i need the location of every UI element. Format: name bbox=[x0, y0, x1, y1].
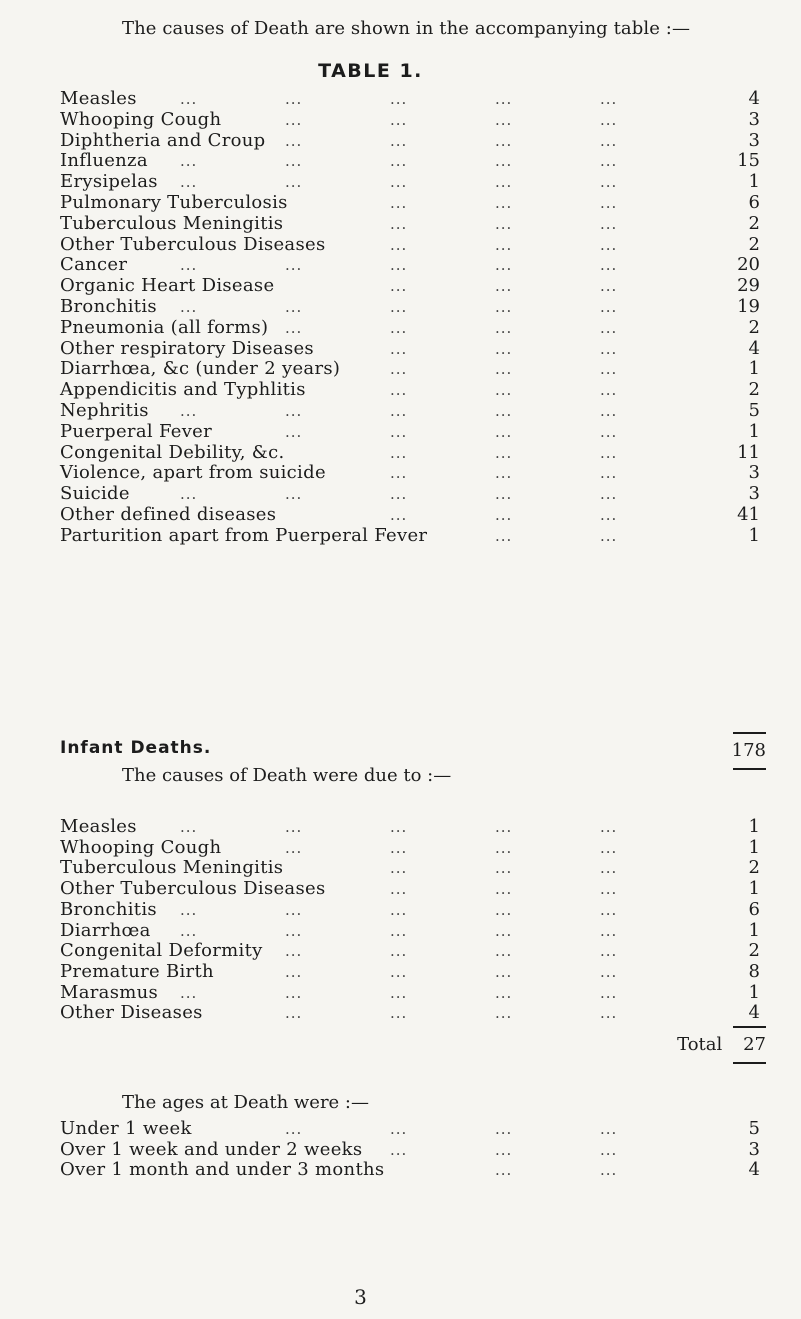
leader-dots: ... ... ... bbox=[390, 1140, 618, 1159]
infant-cause-count: 4 bbox=[748, 1002, 760, 1024]
cause-count: 4 bbox=[748, 337, 760, 359]
leader-dots: ... ... ... ... ... bbox=[180, 298, 618, 316]
infant-cause-count: 2 bbox=[748, 857, 760, 879]
leader-dots: ... ... ... bbox=[390, 443, 618, 462]
infant-cause-label: Marasmus bbox=[60, 981, 159, 1003]
leader-dots: ... ... ... ... ... bbox=[180, 983, 618, 1002]
cause-count: 1 bbox=[748, 171, 760, 193]
infant-total-label: Total bbox=[677, 1034, 723, 1055]
infant-cause-label: Premature Birth bbox=[60, 960, 214, 982]
page-number: 3 bbox=[354, 1285, 367, 1309]
cause-count: 3 bbox=[748, 462, 760, 484]
infant-cause-count: 1 bbox=[748, 919, 760, 941]
age-row bbox=[60, 1158, 760, 1182]
cause-label: Other defined diseases bbox=[60, 504, 277, 525]
infant-deaths-heading: Infant Deaths. bbox=[60, 738, 212, 758]
leader-dots: ... ... ... ... ... bbox=[180, 90, 618, 108]
cause-count: 3 bbox=[748, 483, 760, 505]
cause-count: 3 bbox=[748, 129, 760, 151]
infant-cause-count: 1 bbox=[748, 878, 760, 900]
infant-intro-text: The causes of Death were due to :— bbox=[122, 765, 452, 786]
age-count: 5 bbox=[748, 1118, 760, 1139]
cause-label: Suicide bbox=[60, 483, 130, 505]
leader-dots: ... ... ... bbox=[390, 194, 618, 212]
cause-count: 4 bbox=[748, 88, 760, 109]
leader-dots: ... ... ... ... ... bbox=[180, 485, 618, 504]
leader-dots: ... ... bbox=[495, 1161, 618, 1179]
infant-cause-label: Congenital Deformity bbox=[60, 940, 263, 962]
cause-count: 19 bbox=[737, 296, 760, 317]
leader-dots: ... ... ... bbox=[390, 360, 618, 379]
cause-count: 2 bbox=[748, 233, 760, 255]
age-label: Under 1 week bbox=[60, 1118, 192, 1139]
table1-total: 178 bbox=[731, 740, 766, 761]
leader-dots: ... ... ... ... ... bbox=[180, 256, 618, 275]
cause-count: 5 bbox=[748, 400, 760, 421]
infant-cause-count: 2 bbox=[748, 940, 760, 962]
cause-count: 2 bbox=[748, 316, 760, 338]
cause-count: 1 bbox=[748, 524, 760, 546]
cause-row bbox=[60, 524, 760, 548]
infant-cause-label: Bronchitis bbox=[60, 898, 157, 920]
cause-label: Influenza bbox=[60, 150, 148, 172]
leader-dots: ... ... bbox=[495, 526, 618, 545]
cause-label: Pneumonia (all forms) bbox=[60, 316, 269, 338]
cause-count: 1 bbox=[748, 420, 760, 442]
leader-dots: ... ... ... bbox=[390, 235, 618, 254]
infant-cause-count: 6 bbox=[748, 898, 760, 920]
leader-dots: ... ... ... ... bbox=[285, 962, 618, 981]
cause-label: Erysipelas bbox=[60, 171, 158, 193]
leader-dots: ... ... ... bbox=[390, 381, 618, 400]
leader-dots: ... ... ... ... ... bbox=[180, 900, 618, 919]
cause-label: Appendicitis and Typhlitis bbox=[60, 379, 306, 401]
infant-cause-label: Whooping Cough bbox=[60, 836, 222, 858]
cause-label: Violence, apart from suicide bbox=[60, 462, 326, 484]
cause-count: 11 bbox=[737, 441, 760, 463]
leader-dots: ... ... ... ... bbox=[285, 1004, 618, 1023]
leader-dots: ... ... ... ... bbox=[285, 838, 618, 857]
cause-count: 3 bbox=[748, 108, 760, 130]
infant-cause-count: 1 bbox=[748, 816, 760, 837]
infant-cause-row bbox=[60, 1001, 760, 1025]
intro-text: The causes of Death are shown in the accompanying table :— bbox=[122, 18, 691, 39]
leader-dots: ... ... ... bbox=[390, 880, 618, 899]
leader-dots: ... ... ... ... bbox=[285, 942, 618, 961]
cause-label: Bronchitis bbox=[60, 296, 157, 317]
leader-dots: ... ... ... bbox=[390, 214, 618, 233]
cause-count: 29 bbox=[737, 275, 760, 297]
leader-dots: ... ... ... ... ... bbox=[180, 818, 618, 836]
age-count: 3 bbox=[748, 1138, 760, 1160]
cause-label: Whooping Cough bbox=[60, 108, 222, 130]
leader-dots: ... ... ... ... bbox=[285, 318, 618, 337]
cause-count: 20 bbox=[737, 254, 760, 276]
cause-label: Parturition apart from Puerperal Fever bbox=[60, 524, 428, 546]
cause-label: Puerperal Fever bbox=[60, 420, 213, 442]
cause-count: 2 bbox=[748, 212, 760, 234]
cause-count: 6 bbox=[748, 192, 760, 213]
infant-total-rule-top bbox=[733, 1026, 766, 1028]
leader-dots: ... ... ... bbox=[390, 859, 618, 878]
cause-label: Congenital Debility, &c. bbox=[60, 441, 285, 463]
total-rule-top bbox=[733, 732, 766, 734]
cause-label: Other Tuberculous Diseases bbox=[60, 233, 326, 255]
infant-cause-count: 1 bbox=[748, 981, 760, 1003]
leader-dots: ... ... ... ... ... bbox=[180, 921, 618, 940]
infant-cause-label: Measles bbox=[60, 816, 137, 837]
infant-cause-label: Other Tuberculous Diseases bbox=[60, 878, 326, 900]
leader-dots: ... ... ... ... bbox=[285, 422, 618, 441]
cause-label: Tuberculous Meningitis bbox=[60, 212, 284, 234]
cause-label: Cancer bbox=[60, 254, 128, 276]
leader-dots: ... ... ... ... ... bbox=[180, 152, 618, 171]
infant-cause-label: Tuberculous Meningitis bbox=[60, 857, 284, 879]
cause-count: 1 bbox=[748, 358, 760, 380]
leader-dots: ... ... ... bbox=[390, 277, 618, 296]
cause-label: Nephritis bbox=[60, 400, 149, 421]
leader-dots: ... ... ... bbox=[390, 339, 618, 358]
leader-dots: ... ... ... ... ... bbox=[180, 173, 618, 192]
leader-dots: ... ... ... bbox=[390, 506, 618, 524]
total-rule-bottom bbox=[733, 768, 766, 770]
cause-label: Organic Heart Disease bbox=[60, 275, 275, 297]
infant-cause-label: Diarrhœa bbox=[60, 919, 151, 941]
leader-dots: ... ... ... ... bbox=[285, 1120, 618, 1138]
cause-label: Measles bbox=[60, 88, 137, 109]
infant-total-rule-bottom bbox=[733, 1062, 766, 1064]
cause-label: Pulmonary Tuberculosis bbox=[60, 192, 288, 213]
age-label: Over 1 week and under 2 weeks bbox=[60, 1138, 363, 1160]
cause-count: 2 bbox=[748, 379, 760, 401]
ages-intro-text: The ages at Death were :— bbox=[122, 1092, 369, 1113]
infant-cause-label: Other Diseases bbox=[60, 1002, 203, 1024]
cause-label: Diphtheria and Croup bbox=[60, 129, 266, 151]
infant-cause-count: 1 bbox=[748, 836, 760, 858]
infant-total bbox=[677, 1033, 766, 1057]
infant-total-value: 27 bbox=[743, 1034, 766, 1055]
cause-label: Diarrhœa, &c (under 2 years) bbox=[60, 358, 341, 380]
cause-label: Other respiratory Diseases bbox=[60, 337, 314, 359]
cause-count: 41 bbox=[737, 504, 760, 525]
age-label: Over 1 month and under 3 months bbox=[60, 1159, 385, 1180]
leader-dots: ... ... ... bbox=[390, 464, 618, 483]
leader-dots: ... ... ... ... bbox=[285, 110, 618, 129]
age-count: 4 bbox=[748, 1159, 760, 1180]
table-title: TABLE 1. bbox=[318, 60, 423, 82]
leader-dots: ... ... ... ... bbox=[285, 131, 618, 150]
leader-dots: ... ... ... ... ... bbox=[180, 402, 618, 420]
infant-cause-count: 8 bbox=[748, 960, 760, 982]
cause-count: 15 bbox=[737, 150, 760, 172]
